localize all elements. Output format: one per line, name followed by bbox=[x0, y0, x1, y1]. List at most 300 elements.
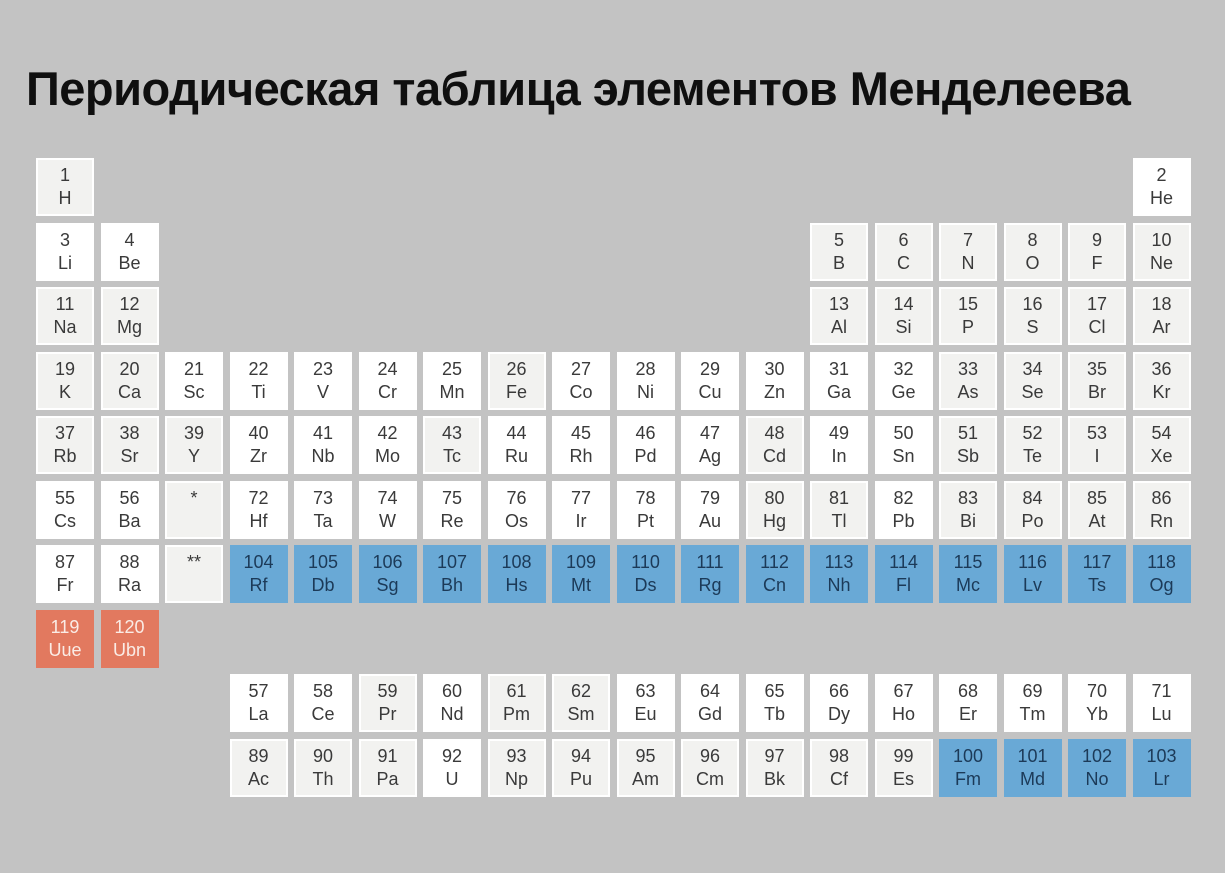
atomic-number: 19 bbox=[54, 358, 76, 379]
element-cell-ag bbox=[681, 416, 739, 474]
element-cell-xe bbox=[1133, 416, 1191, 474]
atomic-number: 116 bbox=[1018, 552, 1047, 572]
atomic-number: 118 bbox=[1147, 552, 1176, 572]
element-symbol: Mn bbox=[439, 381, 465, 402]
element-cell-yb bbox=[1068, 674, 1126, 732]
element-symbol: At bbox=[1088, 510, 1106, 531]
atomic-number: 51 bbox=[957, 423, 979, 443]
atomic-number: 64 bbox=[699, 681, 721, 701]
element-symbol: Ni bbox=[637, 381, 654, 402]
element-cell-ni bbox=[617, 352, 675, 410]
atomic-number: 62 bbox=[570, 681, 592, 701]
atomic-number: 98 bbox=[828, 745, 850, 766]
element-symbol: H bbox=[58, 188, 72, 208]
element-symbol: P bbox=[961, 317, 974, 337]
element-cell-sm bbox=[552, 674, 610, 732]
element-cell-zr bbox=[230, 416, 288, 474]
element-symbol: Pa bbox=[376, 768, 399, 789]
element-cell-o bbox=[1004, 223, 1062, 281]
atomic-number: 55 bbox=[54, 487, 76, 508]
element-symbol: Cu bbox=[698, 381, 722, 402]
element-symbol: Cf bbox=[830, 768, 848, 789]
element-symbol: Mt bbox=[571, 575, 591, 595]
element-symbol: Y bbox=[187, 446, 200, 466]
element-cell-mn bbox=[423, 352, 481, 410]
element-cell-v bbox=[294, 352, 352, 410]
atomic-number: 65 bbox=[764, 681, 785, 701]
element-symbol: Xe bbox=[1150, 446, 1173, 466]
element-cell-y bbox=[165, 416, 223, 474]
element-symbol: Mc bbox=[956, 575, 980, 595]
element-cell-ds bbox=[617, 545, 675, 603]
element-symbol: Fl bbox=[896, 575, 911, 595]
element-cell-al bbox=[810, 287, 868, 345]
element-cell-s bbox=[1004, 287, 1062, 345]
atomic-number: 83 bbox=[957, 487, 979, 508]
atomic-number: 73 bbox=[312, 487, 334, 508]
page-title: Периодическая таблица элементов Менделеева bbox=[26, 62, 1131, 116]
atomic-number: 5 bbox=[833, 229, 844, 250]
element-cell-co bbox=[552, 352, 610, 410]
element-symbol: Tb bbox=[763, 704, 785, 724]
atomic-number: 53 bbox=[1086, 423, 1108, 443]
atomic-number: 117 bbox=[1082, 552, 1112, 572]
element-cell-ti bbox=[230, 352, 288, 410]
atomic-number: 104 bbox=[243, 552, 274, 572]
element-symbol: Ta bbox=[313, 510, 333, 531]
element-cell-mg bbox=[101, 287, 159, 345]
element-cell-rh bbox=[552, 416, 610, 474]
element-cell-lr bbox=[1133, 739, 1191, 797]
atomic-number: 70 bbox=[1086, 681, 1108, 701]
element-symbol: In bbox=[831, 446, 847, 466]
element-cell-he bbox=[1133, 158, 1191, 216]
element-symbol: Ra bbox=[117, 575, 141, 595]
atomic-number: 18 bbox=[1151, 294, 1172, 314]
element-symbol: Sr bbox=[120, 446, 139, 466]
atomic-number: 16 bbox=[1022, 294, 1043, 314]
atomic-number: 45 bbox=[570, 423, 592, 443]
element-symbol: Ba bbox=[118, 510, 141, 531]
element-cell-mc bbox=[939, 545, 997, 603]
atomic-number: 25 bbox=[441, 358, 463, 379]
element-symbol: Co bbox=[569, 381, 593, 402]
element-symbol: Br bbox=[1088, 381, 1106, 402]
atomic-number: 110 bbox=[631, 552, 660, 572]
atomic-number: 35 bbox=[1086, 358, 1108, 379]
atomic-number: 4 bbox=[124, 229, 135, 250]
element-cell-pd bbox=[617, 416, 675, 474]
element-symbol: As bbox=[957, 381, 979, 402]
atomic-number: 26 bbox=[506, 358, 527, 379]
element-symbol: Pt bbox=[636, 510, 654, 531]
atomic-number: 89 bbox=[248, 745, 269, 766]
element-cell-f bbox=[1068, 223, 1126, 281]
element-cell-os bbox=[488, 481, 546, 539]
element-symbol: Be bbox=[118, 252, 141, 273]
element-symbol: Eu bbox=[634, 704, 657, 724]
element-symbol: Lv bbox=[1022, 575, 1042, 595]
element-cell-nh bbox=[810, 545, 868, 603]
atomic-number: 91 bbox=[377, 745, 398, 766]
element-symbol: V bbox=[316, 381, 329, 402]
element-cell-au bbox=[681, 481, 739, 539]
element-cell-es bbox=[875, 739, 933, 797]
atomic-number: 42 bbox=[377, 423, 398, 443]
element-symbol: Pb bbox=[892, 510, 915, 531]
atomic-number: 56 bbox=[119, 487, 140, 508]
atomic-number: 94 bbox=[570, 745, 592, 766]
element-symbol: U bbox=[445, 768, 459, 789]
element-symbol: I bbox=[1094, 446, 1100, 466]
element-cell-og bbox=[1133, 545, 1191, 603]
atomic-number: 81 bbox=[828, 487, 850, 508]
atomic-number: 95 bbox=[635, 745, 656, 766]
element-cell-hg bbox=[746, 481, 804, 539]
element-symbol: Na bbox=[53, 317, 77, 337]
atomic-number: 8 bbox=[1027, 229, 1038, 250]
atomic-number: 113 bbox=[824, 552, 854, 572]
element-cell-si bbox=[875, 287, 933, 345]
atomic-number: 29 bbox=[699, 358, 721, 379]
element-symbol: Kr bbox=[1152, 381, 1171, 402]
atomic-number: 38 bbox=[119, 423, 140, 443]
element-cell-fe bbox=[488, 352, 546, 410]
element-symbol: Pr bbox=[378, 704, 397, 724]
element-symbol: Dy bbox=[828, 704, 850, 724]
element-cell-c bbox=[875, 223, 933, 281]
atomic-number: 32 bbox=[893, 358, 914, 379]
element-cell-rf bbox=[230, 545, 288, 603]
atomic-number: 9 bbox=[1091, 229, 1102, 250]
atomic-number: 92 bbox=[441, 745, 463, 766]
element-symbol: Rf bbox=[249, 575, 268, 595]
element-cell-kr bbox=[1133, 352, 1191, 410]
element-cell-rb bbox=[36, 416, 94, 474]
element-cell-sr bbox=[101, 416, 159, 474]
element-symbol: Yb bbox=[1085, 704, 1109, 724]
element-cell-sn bbox=[875, 416, 933, 474]
atomic-number: 41 bbox=[312, 423, 334, 443]
atomic-number: 109 bbox=[565, 552, 597, 572]
element-cell-cs bbox=[36, 481, 94, 539]
element-symbol: B bbox=[832, 252, 845, 273]
element-symbol: Tc bbox=[443, 446, 461, 466]
element-cell-nb bbox=[294, 416, 352, 474]
atomic-number: 105 bbox=[307, 552, 339, 572]
element-symbol: Si bbox=[895, 317, 912, 337]
element-cell-th bbox=[294, 739, 352, 797]
atomic-number: 6 bbox=[898, 229, 909, 250]
atomic-number: 59 bbox=[377, 681, 398, 701]
element-symbol: Gd bbox=[697, 704, 722, 724]
element-symbol: Te bbox=[1022, 446, 1042, 466]
atomic-number: 23 bbox=[312, 358, 334, 379]
element-symbol: Mg bbox=[116, 317, 142, 337]
atomic-number: 107 bbox=[436, 552, 468, 572]
element-cell-cd bbox=[746, 416, 804, 474]
element-symbol: Sb bbox=[956, 446, 980, 466]
element-symbol: Er bbox=[959, 704, 977, 724]
element-cell-rn bbox=[1133, 481, 1191, 539]
atomic-number: 52 bbox=[1022, 423, 1043, 443]
atomic-number: 78 bbox=[635, 487, 656, 508]
element-cell-te bbox=[1004, 416, 1062, 474]
element-symbol: N bbox=[961, 252, 975, 273]
element-symbol: Th bbox=[312, 768, 334, 789]
atomic-number: 50 bbox=[893, 423, 914, 443]
element-symbol: Rn bbox=[1149, 510, 1173, 531]
element-cell-am bbox=[617, 739, 675, 797]
element-symbol: Es bbox=[892, 768, 914, 789]
atomic-number: 87 bbox=[54, 552, 76, 572]
element-symbol: Md bbox=[1019, 768, 1045, 789]
element-symbol: Li bbox=[57, 252, 72, 273]
element-cell-pm bbox=[488, 674, 546, 732]
element-cell-se bbox=[1004, 352, 1062, 410]
atomic-number: 12 bbox=[119, 294, 140, 314]
element-symbol: Hs bbox=[505, 575, 528, 595]
element-symbol: Am bbox=[632, 768, 659, 789]
atomic-number: 86 bbox=[1151, 487, 1172, 508]
atomic-number: 24 bbox=[377, 358, 398, 379]
element-cell-gd bbox=[681, 674, 739, 732]
atomic-number: 1 bbox=[59, 165, 70, 185]
element-symbol: Rh bbox=[569, 446, 593, 466]
lanthanides-placeholder-cell bbox=[165, 481, 223, 539]
element-cell-cm bbox=[681, 739, 739, 797]
element-cell-hs bbox=[488, 545, 546, 603]
atomic-number: 14 bbox=[893, 294, 914, 314]
element-symbol: Ne bbox=[1149, 252, 1173, 273]
element-symbol: C bbox=[897, 252, 910, 273]
element-symbol: Rg bbox=[698, 575, 722, 595]
element-symbol: Cs bbox=[54, 510, 76, 531]
element-cell-w bbox=[359, 481, 417, 539]
element-cell-hf bbox=[230, 481, 288, 539]
atomic-number: 103 bbox=[1146, 745, 1177, 766]
element-symbol: Sc bbox=[183, 381, 205, 402]
atomic-number: 2 bbox=[1156, 165, 1167, 185]
element-symbol: He bbox=[1149, 188, 1173, 208]
element-cell-dy bbox=[810, 674, 868, 732]
atomic-number: 84 bbox=[1022, 487, 1043, 508]
element-cell-ru bbox=[488, 416, 546, 474]
element-cell-ta bbox=[294, 481, 352, 539]
element-symbol: Cl bbox=[1088, 317, 1106, 337]
element-cell-ir bbox=[552, 481, 610, 539]
atomic-number: 63 bbox=[635, 681, 656, 701]
atomic-number: 97 bbox=[764, 745, 785, 766]
element-symbol: Ubn bbox=[112, 639, 147, 660]
atomic-number: 28 bbox=[635, 358, 656, 379]
atomic-number: 20 bbox=[119, 358, 140, 379]
element-symbol: Bh bbox=[440, 575, 464, 595]
element-cell-sg bbox=[359, 545, 417, 603]
element-cell-h bbox=[36, 158, 94, 216]
element-symbol: No bbox=[1085, 768, 1109, 789]
element-symbol: Ir bbox=[575, 510, 587, 531]
element-symbol: Tl bbox=[831, 510, 847, 531]
element-cell-pu bbox=[552, 739, 610, 797]
element-symbol: Os bbox=[504, 510, 528, 531]
element-cell-b bbox=[810, 223, 868, 281]
atomic-number: 48 bbox=[764, 423, 785, 443]
element-symbol: La bbox=[248, 704, 269, 724]
element-cell-k bbox=[36, 352, 94, 410]
element-symbol: Ag bbox=[698, 446, 722, 466]
atomic-number: 119 bbox=[50, 616, 80, 637]
element-symbol: Ru bbox=[504, 446, 528, 466]
element-symbol: Al bbox=[830, 317, 847, 337]
element-symbol: Hf bbox=[249, 510, 268, 531]
element-cell-ne bbox=[1133, 223, 1191, 281]
atomic-number: 80 bbox=[764, 487, 785, 508]
element-cell-ubn bbox=[101, 610, 159, 668]
element-symbol: Pm bbox=[503, 704, 530, 724]
element-symbol: Sm bbox=[567, 704, 595, 724]
atomic-number: 43 bbox=[441, 423, 463, 443]
atomic-number: 21 bbox=[183, 358, 205, 379]
element-cell-ac bbox=[230, 739, 288, 797]
atomic-number: 88 bbox=[119, 552, 140, 572]
element-cell-pb bbox=[875, 481, 933, 539]
element-cell-ts bbox=[1068, 545, 1126, 603]
element-symbol: Zr bbox=[250, 446, 267, 466]
element-symbol: Re bbox=[440, 510, 464, 531]
element-symbol: Tm bbox=[1019, 704, 1046, 724]
element-cell-ho bbox=[875, 674, 933, 732]
atomic-number: 102 bbox=[1081, 745, 1113, 766]
element-symbol: Db bbox=[311, 575, 335, 595]
element-cell-cn bbox=[746, 545, 804, 603]
element-symbol: Cn bbox=[762, 575, 786, 595]
atomic-number: 108 bbox=[501, 552, 532, 572]
atomic-number: 74 bbox=[377, 487, 398, 508]
element-cell-ce bbox=[294, 674, 352, 732]
element-cell-mt bbox=[552, 545, 610, 603]
periodic-table-grid bbox=[36, 158, 1191, 797]
element-symbol: Ga bbox=[826, 381, 851, 402]
atomic-number: 15 bbox=[957, 294, 979, 314]
element-symbol: K bbox=[58, 381, 71, 402]
element-cell-fl bbox=[875, 545, 933, 603]
element-cell-uue bbox=[36, 610, 94, 668]
atomic-number: ** bbox=[186, 552, 201, 572]
atomic-number: 44 bbox=[506, 423, 527, 443]
element-symbol: Fm bbox=[955, 768, 981, 789]
element-symbol: Se bbox=[1021, 381, 1044, 402]
element-cell-na bbox=[36, 287, 94, 345]
element-symbol: Ce bbox=[311, 704, 335, 724]
element-symbol: Cm bbox=[696, 768, 724, 789]
atomic-number: 47 bbox=[699, 423, 721, 443]
atomic-number: 3 bbox=[59, 229, 70, 250]
element-cell-md bbox=[1004, 739, 1062, 797]
element-cell-i bbox=[1068, 416, 1126, 474]
atomic-number: 120 bbox=[114, 616, 145, 637]
atomic-number: 67 bbox=[893, 681, 914, 701]
atomic-number: 66 bbox=[828, 681, 850, 701]
element-cell-po bbox=[1004, 481, 1062, 539]
atomic-number: 101 bbox=[1017, 745, 1048, 766]
atomic-number: 60 bbox=[441, 681, 463, 701]
atomic-number: 22 bbox=[248, 358, 269, 379]
element-symbol: Nd bbox=[440, 704, 464, 724]
atomic-number: 10 bbox=[1151, 229, 1172, 250]
element-cell-re bbox=[423, 481, 481, 539]
atomic-number: 40 bbox=[248, 423, 269, 443]
element-cell-in bbox=[810, 416, 868, 474]
element-symbol: Nb bbox=[311, 446, 335, 466]
element-symbol: Ho bbox=[891, 704, 915, 724]
element-cell-lu bbox=[1133, 674, 1191, 732]
atomic-number: 34 bbox=[1022, 358, 1043, 379]
element-symbol: Fr bbox=[56, 575, 74, 595]
atomic-number: 77 bbox=[570, 487, 592, 508]
atomic-number: 68 bbox=[957, 681, 979, 701]
actinides-placeholder-cell bbox=[165, 545, 223, 603]
element-cell-cf bbox=[810, 739, 868, 797]
element-cell-rg bbox=[681, 545, 739, 603]
element-cell-sc bbox=[165, 352, 223, 410]
element-symbol: Fe bbox=[505, 381, 527, 402]
element-symbol: Pu bbox=[569, 768, 593, 789]
element-cell-eu bbox=[617, 674, 675, 732]
element-symbol: S bbox=[1026, 317, 1039, 337]
element-symbol: Ca bbox=[117, 381, 141, 402]
atomic-number: 85 bbox=[1086, 487, 1108, 508]
atomic-number: 100 bbox=[952, 745, 984, 766]
element-cell-fm bbox=[939, 739, 997, 797]
element-cell-cr bbox=[359, 352, 417, 410]
element-cell-br bbox=[1068, 352, 1126, 410]
element-symbol: O bbox=[1025, 252, 1040, 273]
element-symbol: Sn bbox=[892, 446, 915, 466]
element-cell-lv bbox=[1004, 545, 1062, 603]
element-symbol: Hg bbox=[762, 510, 786, 531]
atomic-number: 69 bbox=[1022, 681, 1043, 701]
atomic-number: 99 bbox=[893, 745, 914, 766]
element-symbol: Cd bbox=[762, 446, 786, 466]
atomic-number: 96 bbox=[699, 745, 721, 766]
element-symbol: Ts bbox=[1088, 575, 1106, 595]
atomic-number: 111 bbox=[696, 552, 724, 572]
element-cell-at bbox=[1068, 481, 1126, 539]
element-cell-nd bbox=[423, 674, 481, 732]
atomic-number: 75 bbox=[441, 487, 463, 508]
element-cell-ge bbox=[875, 352, 933, 410]
element-symbol: Po bbox=[1021, 510, 1044, 531]
element-cell-ba bbox=[101, 481, 159, 539]
atomic-number: 93 bbox=[506, 745, 527, 766]
element-cell-be bbox=[101, 223, 159, 281]
element-symbol: Nh bbox=[827, 575, 851, 595]
element-cell-np bbox=[488, 739, 546, 797]
atomic-number: 7 bbox=[962, 229, 973, 250]
element-cell-u bbox=[423, 739, 481, 797]
element-cell-tl bbox=[810, 481, 868, 539]
element-symbol: F bbox=[1091, 252, 1103, 273]
element-symbol: Au bbox=[698, 510, 722, 531]
atomic-number: 31 bbox=[828, 358, 850, 379]
atomic-number: 76 bbox=[506, 487, 527, 508]
element-cell-li bbox=[36, 223, 94, 281]
atomic-number: 13 bbox=[828, 294, 850, 314]
element-symbol: Sg bbox=[376, 575, 399, 595]
atomic-number: 112 bbox=[760, 552, 789, 572]
element-cell-pt bbox=[617, 481, 675, 539]
